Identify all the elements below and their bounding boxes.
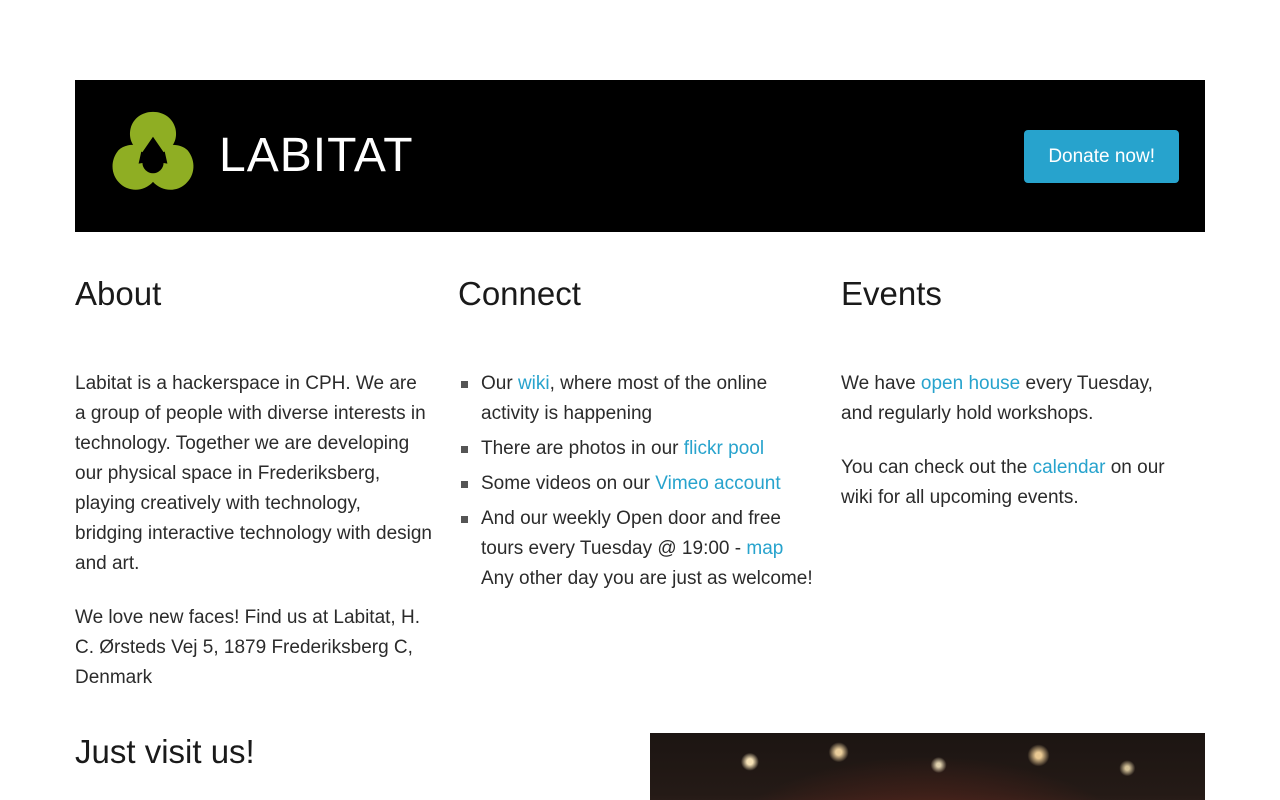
bottom-row xyxy=(75,733,1205,800)
map-link[interactable]: map xyxy=(746,538,784,560)
page-container xyxy=(75,0,1205,800)
events-paragraph-1 xyxy=(841,369,1179,429)
visit-block xyxy=(75,733,650,771)
about-column xyxy=(75,254,458,693)
connect-body xyxy=(458,369,815,594)
wiki-link[interactable]: wiki xyxy=(517,373,550,395)
connect-item-prefix: And our weekly Open door and free tours every Tuesday @ 19:00 - xyxy=(481,508,781,560)
calendar-link[interactable]: calendar xyxy=(1032,457,1106,479)
brand[interactable] xyxy=(105,108,414,204)
events-body xyxy=(841,369,1179,513)
photo-background xyxy=(650,733,1205,800)
connect-item-prefix: There are photos in our xyxy=(481,438,684,460)
events-p1-prefix: We have xyxy=(841,373,921,395)
about-paragraph-1: Labitat is a hackerspace in CPH. We are a group of people with diverse interests in technology. Together we are developing our physical space in Frederiksberg, playing creatively with technology, bridging interactive technology with design and art. xyxy=(75,373,432,575)
about-paragraph-2: We love new faces! Find us at Labitat, H. C. Ørsteds Vej 5, 1879 Frederiksberg C, Denmark xyxy=(75,607,420,689)
events-p2-suffix: on our wiki for all upcoming events. xyxy=(841,457,1165,509)
visit-title: Just visit us! xyxy=(75,733,255,771)
events-title: Events xyxy=(841,275,942,312)
events-paragraph-2 xyxy=(841,453,1179,513)
events-p2-prefix: You can check out the xyxy=(841,457,1033,479)
about-title: About xyxy=(75,275,162,312)
connect-item-suffix: , where most of the online activity is happening xyxy=(481,373,768,425)
connect-item-suffix: Any other day you are just as welcome! xyxy=(481,568,813,590)
connect-column xyxy=(458,254,841,693)
events-p1-suffix: every Tuesday, and regularly hold workshops. xyxy=(841,373,1153,425)
vimeo-account-link[interactable]: Vimeo account xyxy=(655,473,781,495)
donate-button[interactable]: Donate now! xyxy=(1024,130,1179,183)
open-house-link[interactable]: open house xyxy=(920,373,1021,395)
connect-item-prefix: Our xyxy=(481,373,518,395)
flickr-pool-link[interactable]: flickr pool xyxy=(683,438,765,460)
site-header xyxy=(75,80,1205,232)
list-item xyxy=(458,369,815,429)
about-body xyxy=(75,369,432,693)
site-title: LABITAT xyxy=(219,129,414,182)
connect-title: Connect xyxy=(458,275,581,312)
list-item xyxy=(458,469,815,499)
connect-item-prefix: Some videos on our xyxy=(481,473,656,495)
labitat-logo-icon xyxy=(105,108,201,204)
connect-list xyxy=(458,369,815,594)
list-item xyxy=(458,434,815,464)
list-item xyxy=(458,504,815,594)
content-columns xyxy=(75,254,1205,693)
space-photo xyxy=(650,733,1205,800)
events-column xyxy=(841,254,1205,693)
